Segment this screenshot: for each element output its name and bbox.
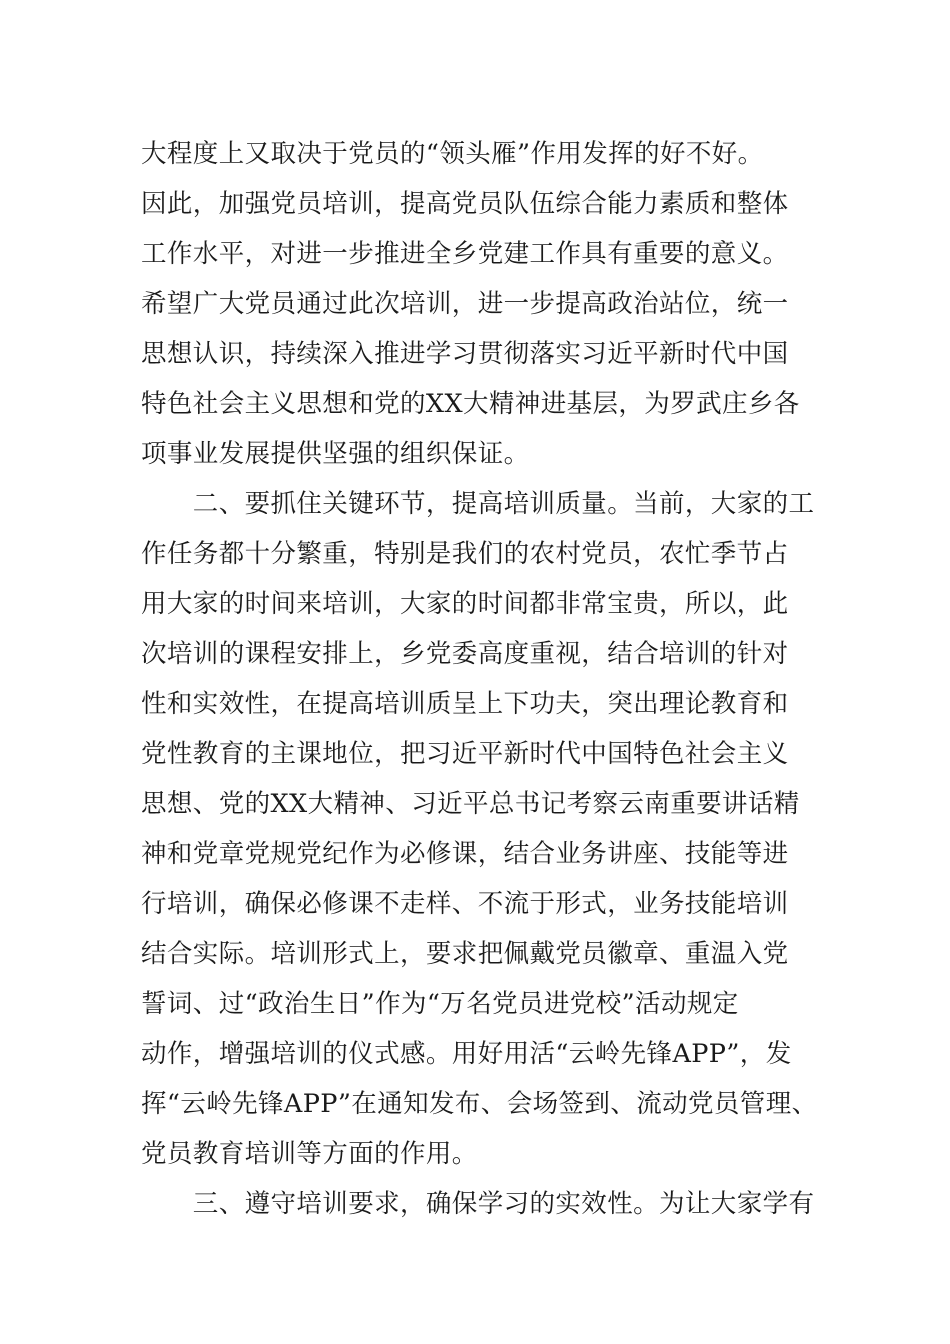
text-line: 三、遵守培训要求，确保学习的实效性。为让大家学有 — [141, 1189, 815, 1219]
text-line: 誓词、过“政治生日”作为“万名党员进党校”活动规定 — [141, 989, 739, 1019]
text-line: 思想认识，持续深入推进学习贯彻落实习近平新时代中国 — [141, 339, 789, 369]
text-line: 性和实效性，在提高培训质呈上下功夫，突出理论教育和 — [141, 689, 789, 719]
text-line: 特色社会主义思想和党的XX大精神进基层，为罗武庄乡各 — [141, 389, 800, 419]
text-line: 工作水平，对进一步推进全乡党建工作具有重要的意义。 — [141, 239, 789, 269]
text-line: 希望广大党员通过此次培训，进一步提高政治站位，统一 — [141, 289, 789, 319]
text-line: 动作，增强培训的仪式感。用好用活“云岭先锋APP”，发 — [141, 1039, 792, 1069]
text-line: 行培训，确保必修课不走样、不流于形式，业务技能培训 — [141, 889, 789, 919]
text-line: 用大家的时间来培训，大家的时间都非常宝贵，所以，此 — [141, 589, 789, 619]
text-line: 神和党章党规党纪作为必修课，结合业务讲座、技能等进 — [141, 839, 789, 869]
text-line: 结合实际。培训形式上，要求把佩戴党员徽章、重温入党 — [141, 939, 789, 969]
text-line: 挥“云岭先锋APP”在通知发布、会场签到、流动党员管理、 — [141, 1089, 818, 1119]
text-line: 大程度上又取决于党员的“领头雁”作用发挥的好不好。 — [141, 139, 764, 169]
text-line: 二、要抓住关键环节，提高培训质量。当前，大家的工 — [141, 489, 815, 519]
text-line: 次培训的课程安排上，乡党委高度重视，结合培训的针对 — [141, 639, 789, 669]
text-line: 思想、党的XX大精神、习近平总书记考察云南重要讲话精 — [141, 789, 800, 819]
text-line: 党性教育的主课地位，把习近平新时代中国特色社会主义 — [141, 739, 789, 769]
text-line: 项事业发展提供坚强的组织保证。 — [141, 439, 530, 469]
text-line: 党员教育培训等方面的作用。 — [141, 1139, 478, 1169]
text-line: 因此，加强党员培训，提高党员队伍综合能力素质和整体 — [141, 189, 789, 219]
document-body — [141, 129, 831, 1229]
text-line: 作任务都十分繁重，特别是我们的农村党员，农忙季节占 — [141, 539, 789, 569]
